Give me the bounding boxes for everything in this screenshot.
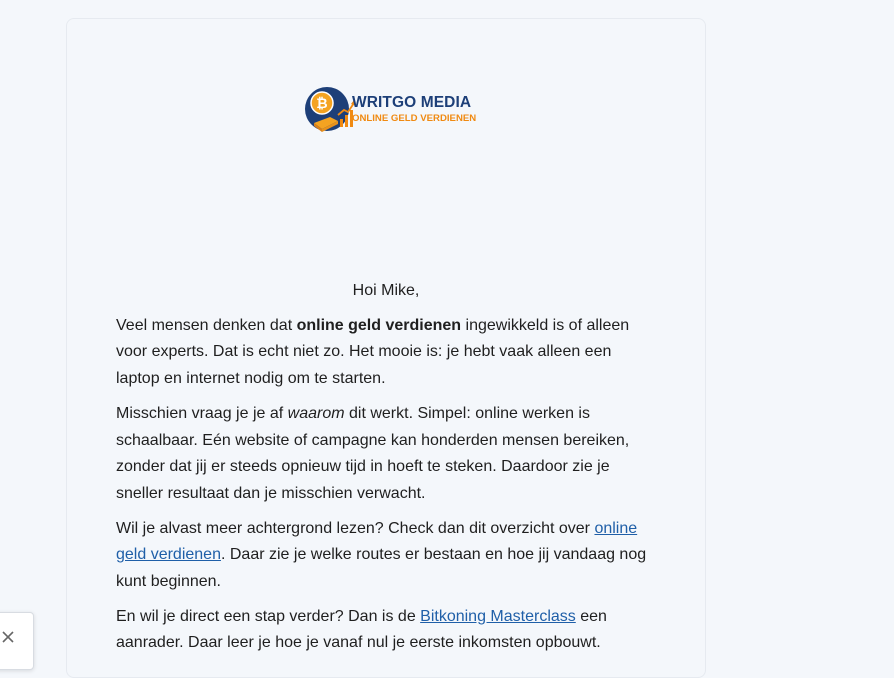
text-segment: een aanrader. Daar leer je hoe je vanaf nul je eerste inkomsten opbouwt. [116,607,607,652]
text-segment: dit werkt. Simpel: online werken is schaalbaar. Eén website of campagne kan honderden mensen bereiken, zonder dat jij er steeds opnieuw tijd in hoeft te steken. Daardoor zie je sneller resultaat dan je misschien verwacht. [116,404,630,502]
paragraph-masterclass [116,604,656,657]
text-segment: Misschien vraag je je af [116,404,288,422]
close-icon[interactable] [0,629,16,645]
text-segment: ingewikkeld is of alleen voor experts. Dat is echt niet zo. Het mooie is: je hebt vaak alleen een laptop en internet nodig om te starten. [116,316,630,388]
bitcoin-coin-chart-icon [304,85,356,137]
text-segment: . Daar zie je welke routes er bestaan en hoe jij vandaag nog kunt beginnen. [116,546,647,591]
logo-subtitle: ONLINE GELD VERDIENEN [352,113,477,124]
paragraph-intro [116,313,656,393]
toast-panel [0,612,34,670]
paragraph-why [116,401,656,508]
text-segment: Wil je alvast meer achtergrond lezen? Check dan dit overzicht over [116,519,595,537]
email-body [116,278,656,665]
logo-title: WRITGO MEDIA [352,94,472,111]
writgo-media-logo[interactable] [304,85,477,137]
greeting: Hoi Mike, [352,282,420,299]
email-card [66,18,706,678]
paragraph-background [116,516,656,596]
italic-text: waarom [287,404,345,422]
online-geld-verdienen-link[interactable]: online geld verdienen [116,519,638,564]
bitkoning-masterclass-link[interactable]: Bitkoning Masterclass [420,607,576,625]
text-segment: Veel mensen denken dat [116,316,297,334]
svg-text:₿: ₿ [316,95,328,111]
bold-text: online geld verdienen [296,316,462,334]
text-segment: En wil je direct een stap verder? Dan is de [116,607,421,625]
